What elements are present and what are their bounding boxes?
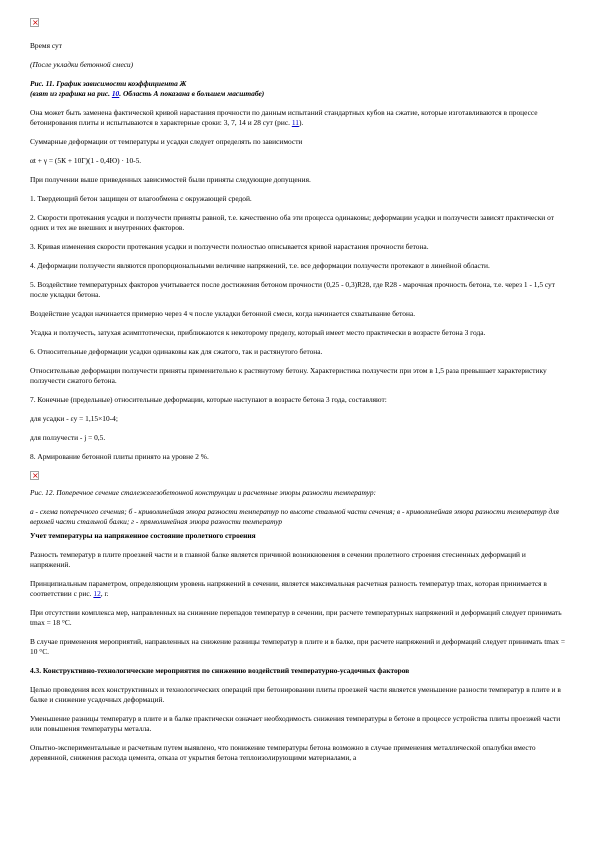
paragraph: Принципиальным параметром, определяющим уровень напряжений в сечении, является максимальная расчетная разность температур tmax, которая принимается в соответствии с рис. 12, г. <box>30 579 547 598</box>
paragraph: Усадка и ползучесть, затухая асимптотически, приближаются к некоторому пределу, который имеет место практически в возрасте бетона 3 года. <box>30 328 486 337</box>
paragraph: для усадки - εу = 1,15×10-4; <box>30 414 118 423</box>
figure-link[interactable]: 11 <box>291 118 299 127</box>
formula: αt + γ = (5К + 10Г)(1 - 0,4Ю) · 10-5. <box>30 156 142 165</box>
list-item: 5. Воздействие температурных факторов учитывается после достижения бетоном прочности (0,25 - 0,3)R28, где R28 - марочная прочность бетона, т.е. через 1 - 1,5 сут после укладки бетона. <box>30 280 555 299</box>
figure-caption: Рис. 12. Поперечное сечение сталежелезобетонной конструкции и расчетные эпюры разности температур: <box>30 488 376 497</box>
figure-caption: Рис. 11. График зависимости коэффициента Ж <box>30 79 187 88</box>
paragraph: Целью проведения всех конструктивных и технологических операций при бетонировании плиты проезжей части является уменьшение разности температур в плите и в балке и снижение усадочных деформаций. <box>30 685 561 704</box>
paragraph: Воздействие усадки начинается примерно через 4 ч после укладки бетонной смеси, когда начинается схватывание бетона. <box>30 309 416 318</box>
paragraph: При отсутствии комплекса мер, направленных на снижение перепадов температур в сечении, при расчете температурных напряжений и деформаций следует принимать tmax = 18 °С. <box>30 608 562 627</box>
list-item: 8. Армирование бетонной плиты принято на уровне 2 %. <box>30 452 209 461</box>
list-item: 4. Деформации ползучести являются пропорциональными величине напряжений, т.е. все деформации ползучести протекают в линейной области. <box>30 261 490 270</box>
paragraph: Она может быть заменена фактической кривой нарастания прочности по данным испытаний стандартных кубов на сжатие, которые изготавливаются в процессе бетонирования плиты и испытываются в характерные сроки: 3, 7, 14 и 28 сут (рис. 11). <box>30 108 538 127</box>
section-heading: 4.3. Конструктивно-технологические мероприятия по снижению воздействий температурно-усадочных факторов <box>30 666 410 675</box>
paragraph: Опытно-экспериментальные и расчетным путем выявлено, что понижение температуры бетона возможно в случае применения металлической опалубки вместо деревянной, снижения расхода цемента, отказа от укрытия бетона теплоизолирующими материалами, а <box>30 743 536 762</box>
paragraph: (После укладки бетонной смеси) <box>30 60 134 69</box>
paragraph: Разность температур в плите проезжей части и в главной балке является причиной возникновения в сечении пролетного строения стесненных деформаций и напряжений. <box>30 550 526 569</box>
list-item: 6. Относительные деформации усадки одинаковы как для сжатого, так и растянутого бетона. <box>30 347 323 356</box>
paragraph: для ползучести - j = 0,5. <box>30 433 106 442</box>
list-item: 7. Конечные (предельные) относительные деформации, которые наступают в возрасте бетона 3 года, составляют: <box>30 395 387 404</box>
paragraph: Суммарные деформации от температуры и усадки следует определять по зависимости <box>30 137 303 146</box>
broken-image-icon <box>30 471 39 480</box>
list-item: 1. Твердеющий бетон защищен от влагообмена с окружающей средой. <box>30 194 252 203</box>
list-item: 3. Кривая изменения скорости протекания усадки и ползучести полностью описывается кривой нарастания прочности бетона. <box>30 242 429 251</box>
document-page <box>30 18 565 772</box>
list-item: 2. Скорости протекания усадки и ползучести приняты равной, т.е. качественно оба эти процесса одинаковы; деформации усадки и ползучести зависят практически от одних и тех же внешних и внутренних факторов. <box>30 213 554 232</box>
paragraph: Относительные деформации ползучести приняты применительно к растянутому бетону. Характеристика ползучести при этом в 1,5 раза превышает характеристику ползучести сжатого бетона. <box>30 366 547 385</box>
section-heading: Учет температуры на напряженное состояние пролетного строения <box>30 531 256 540</box>
paragraph: Время сут <box>30 41 62 50</box>
paragraph: Уменьшение разницы температур в плите и в балке практически означает необходимость снижения температуры в бетоне в процессе устройства плиты проезжей части или повышения температуры металла. <box>30 714 561 733</box>
broken-image-icon <box>30 18 39 27</box>
figure-caption: а - схема поперечного сечения; б - криволинейная эпюра разности температур по высоте стальной части сечения; в - криволинейная эпюра разности температур для верхней части стальной балки; г - прямолинейная эпюра разности температур <box>30 507 559 526</box>
figure-link[interactable]: 12 <box>93 589 101 598</box>
figure-caption: (взят из графика на рис. 10. Область А показана в большем масштабе) <box>30 89 265 98</box>
paragraph: При получении выше приведенных зависимостей были приняты следующие допущения. <box>30 175 311 184</box>
paragraph: В случае применения мероприятий, направленных на снижение разницы температур в плите и в балке, при расчете напряжений и деформаций следует принимать tmax = 10 °С. <box>30 637 565 656</box>
figure-link[interactable]: 10 <box>111 89 120 98</box>
